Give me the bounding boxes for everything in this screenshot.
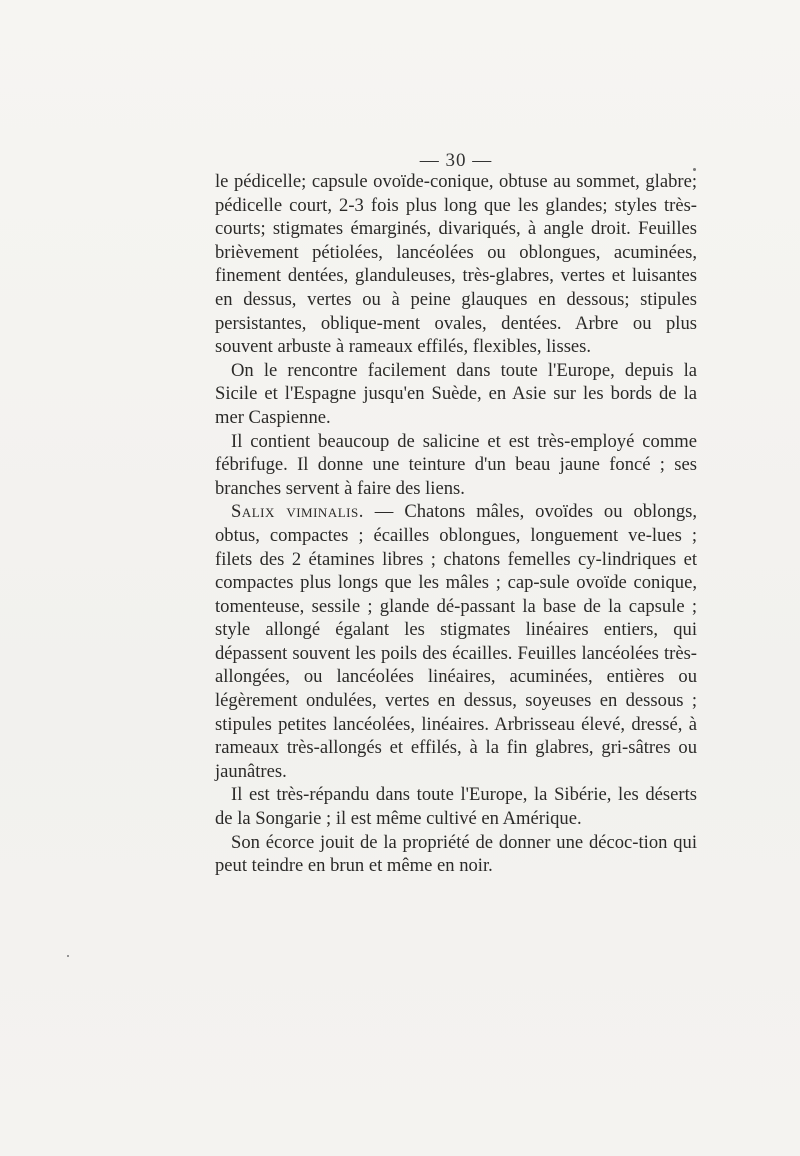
species-heading: Salix viminalis. (231, 501, 364, 523)
ink-speck (693, 168, 696, 171)
species-description: — Chatons mâles, ovoïdes ou oblongs, obtus, compactes ; écailles oblongues, longuement ve-lues ; filets des 2 étamines libres ; chatons femelles cy-lindriques et compactes plus longs que les mâles ; cap-sule ovoïde conique, tomenteuse, sessile ; glande dé-passant la base de la capsule ; style allongé égalant les stigmates linéaires entiers, qui dépassent souvent les poils des écailles. Feuilles lancéolées très-allongées, ou lancéolées linéaires, acuminées, entières ou légèrement ondulées, vertes en dessus, soyeuses en dessous ; stipules petites lancéolées, linéaires. Arbrisseau élevé, dressé, à rameaux très-allongés et effilés, à la fin glabres, gri-sâtres ou jaunâtres. (215, 501, 697, 782)
paragraph-uses: Il contient beaucoup de salicine et est très-employé comme fébrifuge. Il donne une teinture d'un beau jaune foncé ; ses branches servent à faire des liens. (215, 430, 697, 499)
body-text (215, 170, 697, 878)
paragraph-distribution: On le rencontre facilement dans toute l'Europe, depuis la Sicile et l'Espagne jusqu'en Suède, en Asie sur les bords de la mer Caspienne. (215, 359, 697, 428)
paragraph-viminalis-distribution: Il est très-répandu dans toute l'Europe, la Sibérie, les déserts de la Songarie ; il est même cultivé en Amérique. (215, 784, 697, 830)
ink-speck (67, 955, 69, 957)
paragraph-salix-viminalis (215, 500, 697, 783)
paragraph-bark-use: Son écorce jouit de la propriété de donner une décoc-tion qui peut teindre en brun et même en noir. (215, 831, 697, 877)
paragraph-description-continued: le pédicelle; capsule ovoïde-conique, obtuse au sommet, glabre; pédicelle court, 2-3 fois plus long que les glandes; styles très-courts; stigmates émarginés, divariqués, à angle droit. Feuilles brièvement pétiolées, lancéolées ou oblongues, acuminées, finement dentées, glanduleuses, très-glabres, vertes et luisantes en dessus, vertes ou à peine glauques en dessous; stipules persistantes, oblique-ment ovales, dentées. Arbre ou plus souvent arbuste à rameaux effilés, flexibles, lisses. (215, 171, 697, 358)
page-number: — 30 — (419, 150, 493, 171)
